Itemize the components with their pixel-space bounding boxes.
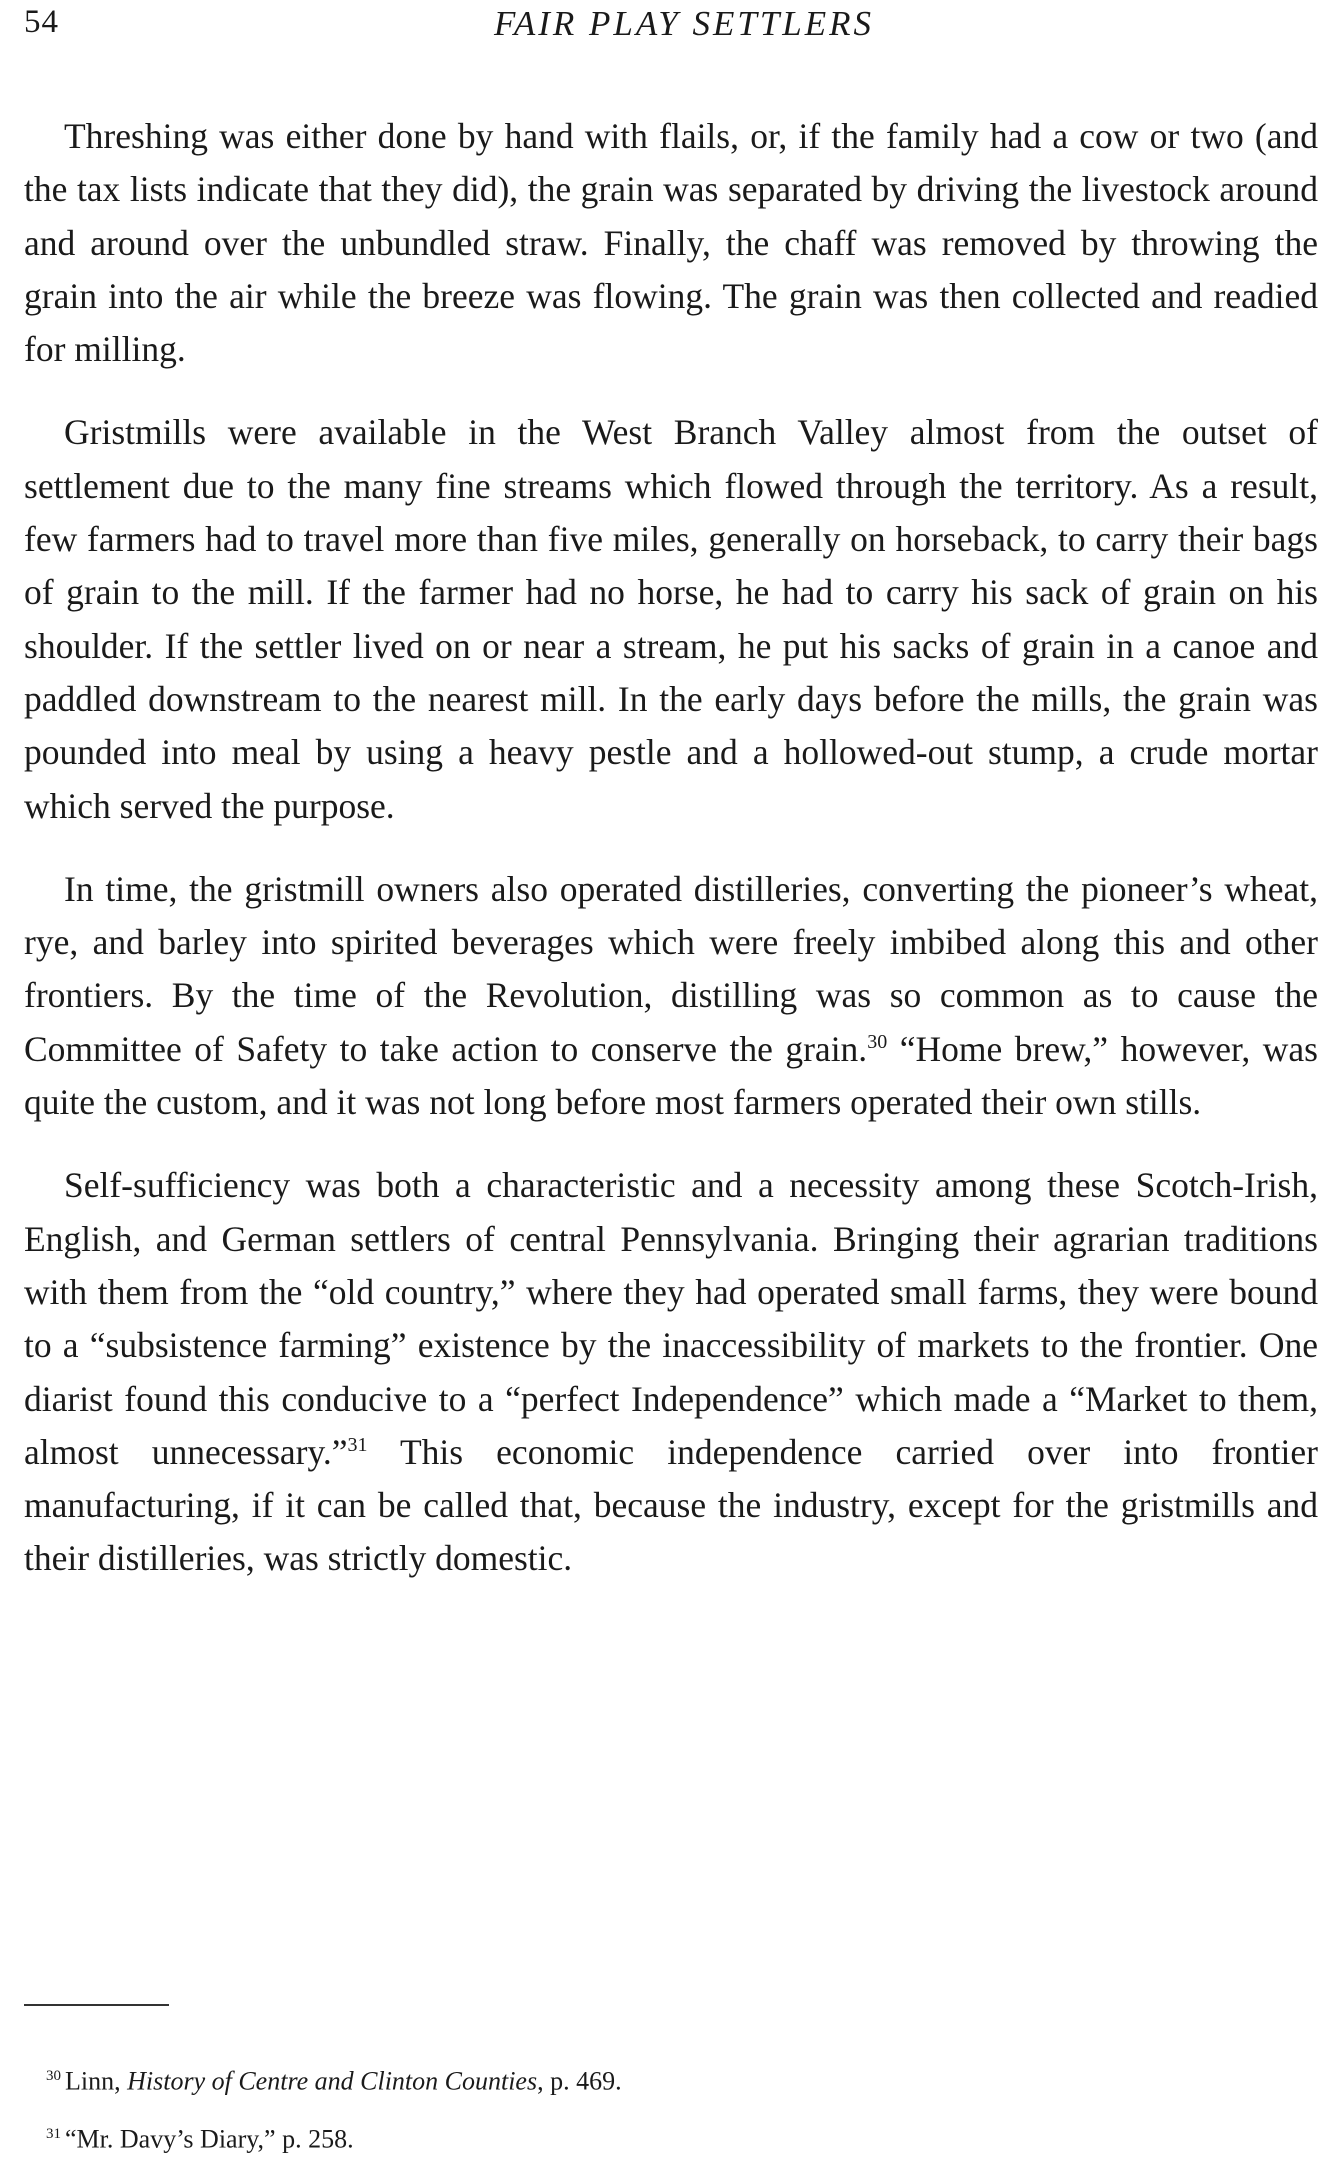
footnote-ref-31[interactable]: 31 bbox=[347, 1434, 368, 1456]
paragraph-threshing: Threshing was either done by hand with flails, or, if the family had a cow or two (and the tax lists indicate that they did), the grain was separated by driving the livestock around and around over the unbundled straw. Finally, the chaff was removed by throwing the grain into the air while the breeze was flowing. The grain was then collected and readied for milling. bbox=[24, 116, 1318, 370]
paragraph-distilleries bbox=[24, 863, 1318, 1129]
footnote-number: 30 bbox=[46, 2068, 61, 2084]
footnote-text: “Mr. Davy’s Diary,” p. 258. bbox=[65, 2124, 354, 2154]
footnote-ref-30[interactable]: 30 bbox=[867, 1030, 888, 1053]
footnotes bbox=[46, 2050, 1246, 2165]
body-text bbox=[24, 110, 1318, 1616]
footnote-author: Linn, bbox=[65, 2066, 128, 2096]
paragraph-self-sufficiency-text-cont: This economic independence carried over into frontier manufacturing, if it can be called that, because the industry, except for the gristmills and their distilleries, was strictly domestic. bbox=[24, 1431, 1318, 1579]
paragraph-distilleries-text-cont: “Home brew,” however, was quite the custom, and it was not long before most farmers operated their own stills. bbox=[24, 1028, 1318, 1123]
footnote-divider bbox=[24, 2004, 169, 2006]
running-title: FAIR PLAY SETTLERS bbox=[493, 4, 875, 43]
footnote-31 bbox=[46, 2108, 1246, 2165]
footnote-citation: , p. 469. bbox=[537, 2066, 622, 2096]
footnote-title: History of Centre and Clinton Counties bbox=[127, 2066, 538, 2096]
footnote-number: 31 bbox=[46, 2125, 61, 2142]
footnote-30 bbox=[46, 2050, 1246, 2108]
paragraph-self-sufficiency-text: Self-sufficiency was both a characteristic and a necessity among these Scotch-Irish, English, and German settlers of central Pennsylvania. Bringing their agrarian traditions with them from the “old country,” where they had operated small farms, they were bound to a “subsistence farming” existence by the inaccessibility of markets to the frontier. One diarist found this conducive to a “perfect Independence” which made a “Market to them, almost unnecessary.” bbox=[24, 1165, 1318, 1472]
running-head bbox=[24, 4, 1314, 64]
paragraph-distilleries-text: In time, the gristmill owners also operated distilleries, converting the pioneer’s wheat, rye, and barley into spirited beverages which were freely imbibed along this and other frontiers. By the time of the Revolution, distilling was so common as to cause the Committee of Safety to take action to conserve the grain. bbox=[24, 868, 1318, 1069]
paragraph-self-sufficiency bbox=[24, 1159, 1318, 1585]
paragraph-gristmills: Gristmills were available in the West Branch Valley almost from the outset of settlement due to the many fine streams which flowed through the territory. As a result, few farmers had to travel more than five miles, generally on horseback, to carry their bags of grain to the mill. If the farmer had no horse, he had to carry his sack of grain on his shoulder. If the settler lived on or near a stream, he put his sacks of grain in a canoe and paddled downstream to the nearest mill. In the early days before the mills, the grain was pounded into meal by using a heavy pestle and a hollowed-out stump, a crude mortar which served the purpose. bbox=[24, 412, 1318, 826]
page-number: 54 bbox=[24, 4, 59, 40]
